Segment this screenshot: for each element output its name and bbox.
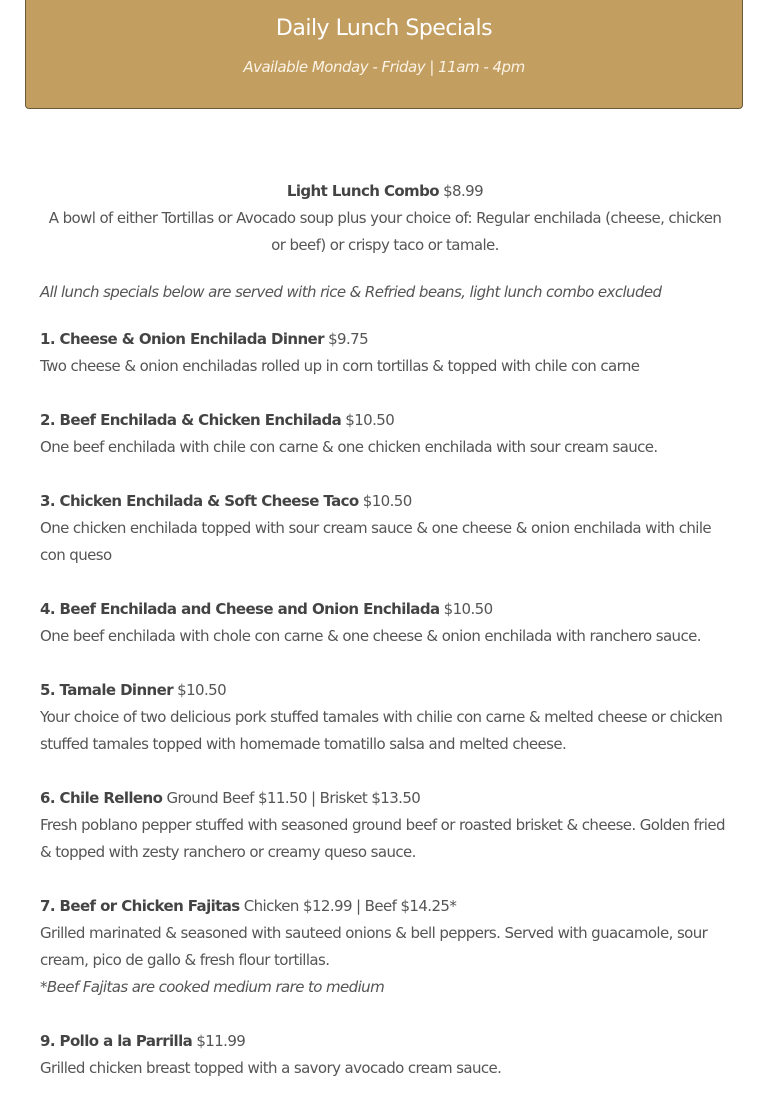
item-name: 1. Cheese & Onion Enchilada Dinner — [40, 330, 324, 348]
combo-description: A bowl of either Tortillas or Avocado soup plus your choice of: Regular enchilada (cheese, chicken or beef) or crispy taco or tamale. — [48, 209, 722, 254]
specials-note: All lunch specials below are served with rice & Refried beans, light lunch combo excluded — [40, 283, 662, 301]
menu-item — [40, 326, 735, 380]
availability-subtitle: Available Monday - Friday | 11am - 4pm — [243, 58, 525, 76]
menu-item — [40, 893, 735, 1001]
item-description: Grilled marinated & seasoned with sauteed onions & bell peppers. Served with guacamole, sour cream, pico de gallo & fresh flour tortillas. — [40, 924, 708, 969]
item-description: Grilled chicken breast topped with a savory avocado cream sauce. — [40, 1059, 502, 1077]
item-price: $9.75 — [328, 330, 369, 348]
item-name: 9. Pollo a la Parrilla — [40, 1032, 193, 1050]
item-price: Chicken $12.99 | Beef $14.25* — [243, 897, 457, 915]
item-description: Two cheese & onion enchiladas rolled up in corn tortillas & topped with chile con carne — [40, 357, 640, 375]
item-price: $10.50 — [443, 600, 493, 618]
specials-list — [40, 326, 735, 1109]
combo-price: $8.99 — [443, 182, 484, 200]
item-description: One beef enchilada with chile con carne & one chicken enchilada with sour cream sauce. — [40, 438, 658, 456]
item-name: 5. Tamale Dinner — [40, 681, 173, 699]
item-price: $11.99 — [196, 1032, 246, 1050]
item-price: Ground Beef $11.50 | Brisket $13.50 — [166, 789, 421, 807]
item-description: One beef enchilada with chole con carne & one cheese & onion enchilada with ranchero sauce. — [40, 627, 701, 645]
item-name: 3. Chicken Enchilada & Soft Cheese Taco — [40, 492, 359, 510]
item-price: $10.50 — [362, 492, 412, 510]
item-name: 6. Chile Relleno — [40, 789, 163, 807]
light-lunch-combo — [40, 178, 730, 259]
item-price: $10.50 — [345, 411, 395, 429]
item-footnote: *Beef Fajitas are cooked medium rare to medium — [40, 978, 385, 996]
header-banner — [25, 0, 743, 109]
item-description: Your choice of two delicious pork stuffed tamales with chilie con carne & melted cheese or chicken stuffed tamales topped with homemade tomatillo salsa and melted cheese. — [40, 708, 723, 753]
item-name: 4. Beef Enchilada and Cheese and Onion Enchilada — [40, 600, 440, 618]
menu-item — [40, 488, 735, 569]
menu-item — [40, 407, 735, 461]
item-description: Fresh poblano pepper stuffed with seasoned ground beef or roasted brisket & cheese. Golden fried & topped with zesty ranchero or creamy queso sauce. — [40, 816, 725, 861]
item-price: $10.50 — [177, 681, 227, 699]
page-title: Daily Lunch Specials — [275, 16, 493, 41]
menu-item — [40, 785, 735, 866]
combo-name: Light Lunch Combo — [286, 182, 439, 200]
menu-item — [40, 677, 735, 758]
menu-item — [40, 1028, 735, 1082]
item-name: 2. Beef Enchilada & Chicken Enchilada — [40, 411, 342, 429]
item-name: 7. Beef or Chicken Fajitas — [40, 897, 240, 915]
item-description: One chicken enchilada topped with sour cream sauce & one cheese & onion enchilada with chile con queso — [40, 519, 712, 564]
menu-item — [40, 596, 735, 650]
